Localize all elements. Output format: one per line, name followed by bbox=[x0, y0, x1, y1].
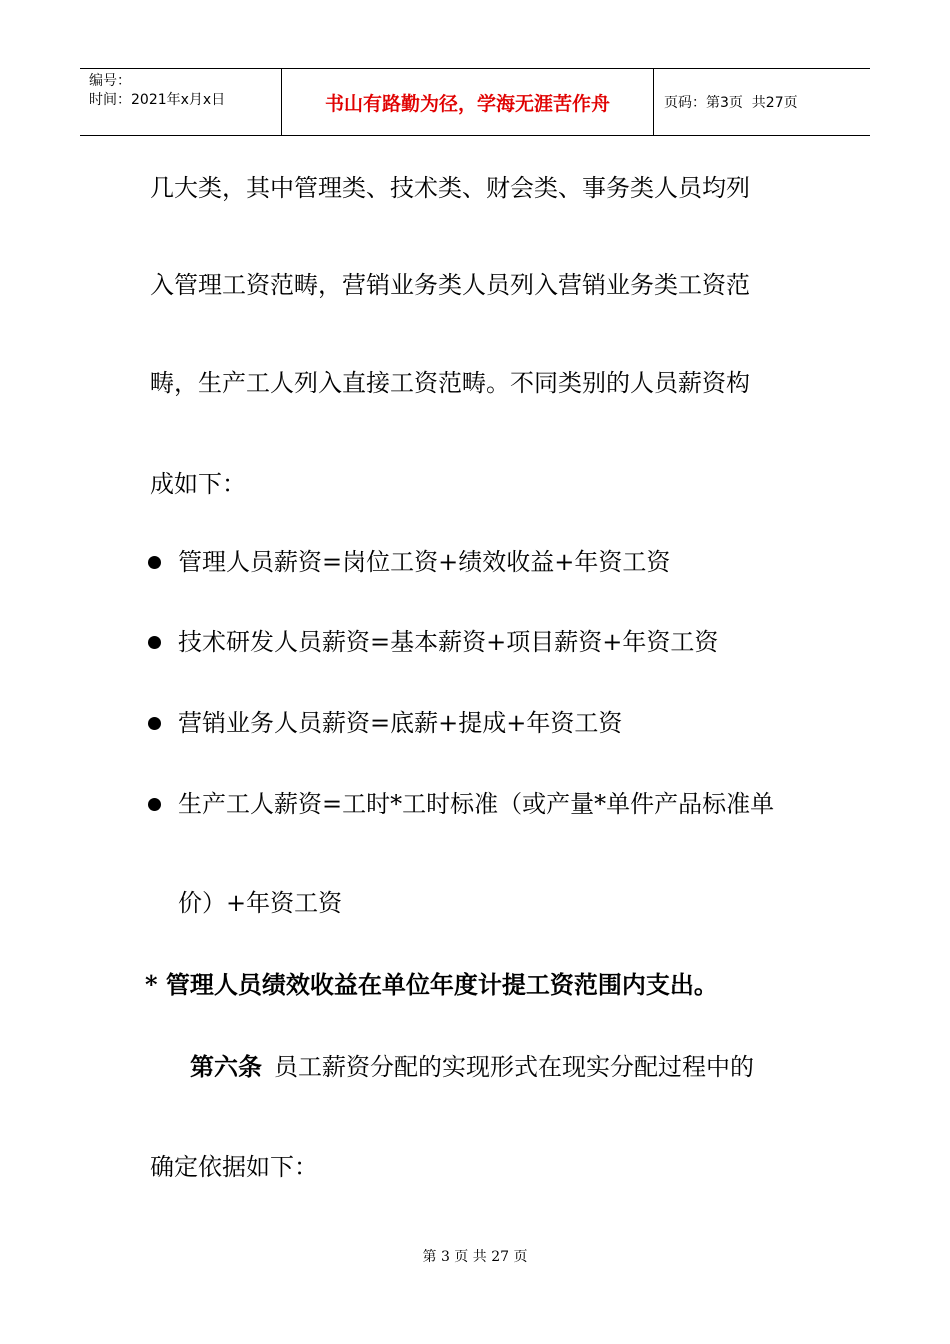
header-time: 时间：2021年x月x日 bbox=[89, 92, 226, 108]
article-title: 第六条 bbox=[190, 1052, 262, 1081]
header-meta bbox=[80, 69, 282, 135]
article-text: 员工薪资分配的实现形式在现实分配过程中的 bbox=[274, 1053, 754, 1081]
paragraph-line: 畴，生产工人列入直接工资范畴。不同类别的人员薪资构 bbox=[150, 369, 750, 397]
bullet-icon bbox=[148, 636, 161, 649]
list-item-text: 管理人员薪资=岗位工资+绩效收益+年资工资 bbox=[178, 548, 671, 576]
header-page-text: 页码：第3页 共27页 bbox=[664, 95, 798, 111]
bullet-icon bbox=[148, 798, 161, 811]
list-item-text: 营销业务人员薪资=底薪+提成+年资工资 bbox=[178, 709, 623, 737]
article-paragraph bbox=[190, 1052, 754, 1082]
header-motto: 书山有路勤为径，学海无涯苦作舟 bbox=[282, 69, 654, 135]
page-footer: 第 3 页 共 27 页 bbox=[422, 1249, 528, 1265]
note-text: * 管理人员绩效收益在单位年度计提工资范围内支出。 bbox=[145, 970, 718, 999]
list-item-text: 生产工人薪资=工时*工时标准（或产量*单件产品标准单 bbox=[178, 790, 775, 818]
header-page-info bbox=[654, 69, 870, 135]
list-item bbox=[148, 547, 670, 577]
list-item bbox=[148, 708, 622, 738]
paragraph-line: 入管理工资范畴，营销业务类人员列入营销业务类工资范 bbox=[150, 271, 750, 299]
paragraph-line: 成如下： bbox=[150, 470, 246, 498]
paragraph-line: 确定依据如下： bbox=[150, 1153, 318, 1181]
list-item-continuation: 价）+年资工资 bbox=[178, 889, 343, 917]
list-item bbox=[148, 627, 718, 657]
page-header bbox=[80, 68, 870, 136]
list-item-text: 技术研发人员薪资=基本薪资+项目薪资+年资工资 bbox=[178, 628, 719, 656]
paragraph-line: 几大类，其中管理类、技术类、财会类、事务类人员均列 bbox=[150, 174, 750, 202]
header-number: 编号： bbox=[89, 73, 131, 89]
bullet-icon bbox=[148, 556, 161, 569]
list-item bbox=[148, 789, 774, 819]
bullet-icon bbox=[148, 717, 161, 730]
